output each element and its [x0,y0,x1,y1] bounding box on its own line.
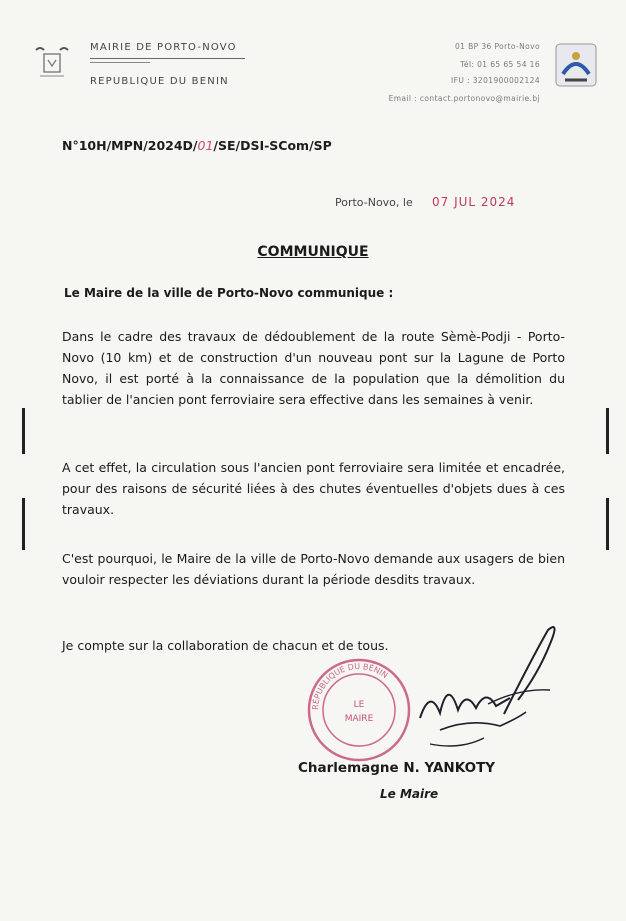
header-mairie: MAIRIE DE PORTO-NOVO [90,42,237,53]
paragraph-3: C'est pourquoi, le Maire de la ville de Porto-Novo demande aux usagers de bien vouloir respecter les déviations durant la période desdits travaux. [62,551,565,587]
margin-mark [22,408,25,454]
signatory-name: Charlemagne N. YANKOTY [298,760,496,776]
document-title: COMMUNIQUE [257,244,369,260]
reference-prefix: N°10H/MPN/2024D/ [62,138,198,153]
intro-line: Le Maire de la ville de Porto-Novo communique : [64,286,394,300]
date-prefix: Porto-Novo, le [335,196,413,209]
signatory-title: Le Maire [380,787,439,801]
coat-of-arms-icon [30,40,74,84]
stamp-ring-text: RÉPUBLIQUE DU BÉNIN [310,661,390,711]
signature [400,618,570,768]
reference-number [62,138,332,153]
contact-address: 01 BP 36 Porto-Novo [454,42,540,51]
contact-phone: Tél: 01 65 65 54 16 [460,60,540,69]
svg-text:RÉPUBLIQUE DU BÉNIN [309,661,389,710]
margin-mark [606,498,609,550]
contact-email: Email : contact.portonovo@mairie.bj [388,94,540,103]
date-stamp: 07 JUL 2024 [432,195,516,209]
margin-mark [606,408,609,454]
header-divider-short [90,62,150,63]
official-stamp [304,655,414,765]
stamp-center-line1: LE [353,700,365,710]
closing-line: Je compte sur la collaboration de chacun et de tous. [62,638,389,653]
reference-suffix: /SE/DSI-SCom/SP [213,138,332,153]
header-divider [90,58,245,59]
paragraph-1: Dans le cadre des travaux de dédoublement de la route Sèmè-Podji - Porto-Novo (10 km) et de construction d'un nouveau pont sur la Lagune de Porto Novo, il est porté à la connaissance de la population que la démolition du tablier de l'ancien pont ferroviaire sera effective dans les semaines à venir. [62,329,565,407]
stamp-center-line2: MAIRE [344,714,374,724]
header-republique: REPUBLIQUE DU BENIN [90,76,229,87]
margin-mark [22,498,25,550]
contact-ifu: IFU : 3201900002124 [451,76,540,85]
reference-handwritten: 01 [197,138,214,153]
city-logo-icon [553,40,599,94]
paragraph-2: A cet effet, la circulation sous l'ancien pont ferroviaire sera limitée et encadrée, pour des raisons de sécurité liées à des chutes éventuelles d'objets dues à ces travaux. [62,460,565,517]
